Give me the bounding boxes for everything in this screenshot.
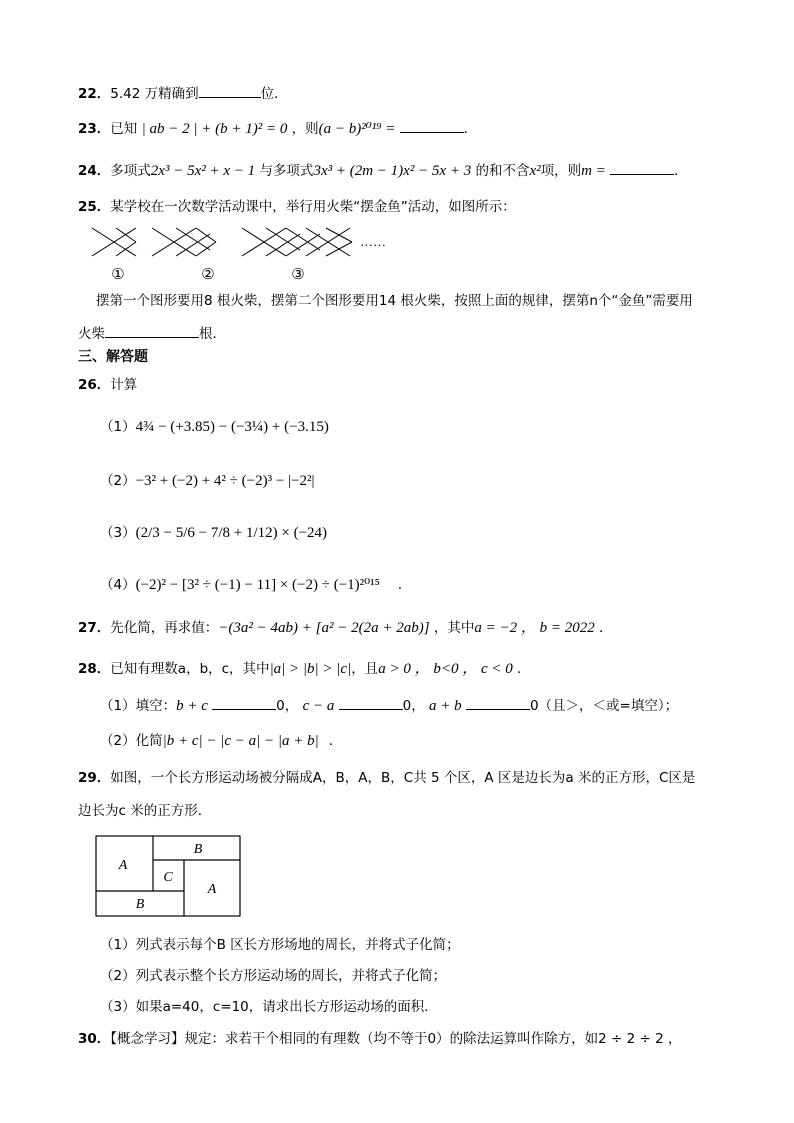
question-number: 26． (78, 377, 111, 393)
fish-2-icon (152, 228, 216, 256)
math-expression: b + c (176, 698, 208, 714)
math-expression: −3² + (−2) + 4² ÷ (−2)³ − |−2²| (135, 473, 315, 489)
question-text: ，则 (291, 121, 319, 137)
question-26-item-4 (100, 575, 411, 595)
item-label: （4） (100, 577, 136, 593)
math-expression: 2x³ − 5x² + x − 1 (150, 163, 256, 179)
math-expression: |a| > |b| > |c| (269, 661, 352, 677)
math-expression: 4¾ − (+3.85) − (−3¼) + (−3.15) (135, 419, 329, 435)
ellipsis: …… (360, 234, 386, 249)
question-23 (78, 118, 477, 139)
math-expression: a = −2 ， b = 2022 (474, 620, 595, 636)
question-22 (78, 83, 288, 104)
item-label: （3） (100, 525, 136, 541)
question-text: 与多项式 (259, 163, 314, 179)
question-text: 0， (402, 698, 425, 714)
question-text: 先化简，再求值： (110, 620, 219, 636)
question-text: 根． (199, 326, 226, 342)
question-25 (78, 197, 516, 217)
question-number: 22． (78, 86, 111, 102)
question-25-answer-line (78, 323, 226, 344)
answer-blank[interactable] (610, 160, 674, 175)
figure-label: ① (111, 267, 125, 283)
fish-figure (88, 222, 408, 286)
question-text: 项，则 (540, 163, 582, 179)
math-expression: | ab − 2 | + (b + 1)² = 0 (141, 121, 288, 137)
question-26-item-1 (100, 417, 329, 437)
period: ． (397, 577, 412, 593)
question-text: 计算 (110, 377, 138, 393)
question-26-item-2 (100, 471, 315, 491)
question-number: 30． (78, 1031, 111, 1047)
period: ． (463, 121, 478, 137)
math-expression: |b + c| − |c − a| − |a + b| (162, 733, 319, 749)
question-28-sub-2 (100, 731, 342, 751)
answer-blank[interactable] (105, 323, 199, 338)
question-text: ，其中 (433, 620, 475, 636)
math-expression: x² (529, 163, 541, 179)
sports-field-diagram (95, 835, 243, 919)
period: ． (328, 733, 343, 749)
question-number: 23． (78, 121, 111, 137)
item-label: （1）填空： (100, 698, 177, 714)
answer-blank[interactable] (199, 83, 261, 98)
figure-label: ② (201, 267, 215, 283)
question-29-item-2: （2）列式表示整个长方形运动场的周长，并将式子化简； (100, 968, 447, 984)
item-label: （2）化简 (100, 733, 163, 749)
item-label: （1） (100, 419, 136, 435)
region-label-b: B (193, 842, 203, 857)
question-text: 位． (260, 86, 288, 102)
math-expression: −(3a² − 4ab) + [a² − 2(2a + 2ab)] (218, 620, 430, 636)
question-25-text: 摆第一个图形要用8 根火柴，摆第二个图形要用14 根火柴，按照上面的规律，摆第n个“金鱼”需要用 (96, 293, 693, 309)
question-number: 28． (78, 661, 111, 677)
question-29-line-2: 边长为c 米的正方形． (78, 803, 212, 819)
math-expression: a + b (429, 698, 462, 714)
question-30 (78, 1029, 681, 1049)
question-text: 已知有理数a，b，c，其中 (110, 661, 270, 677)
question-29-item-3: （3）如果a=40，c=10，请求出长方形运动场的面积． (100, 999, 438, 1015)
period: ． (674, 163, 688, 179)
question-27 (78, 618, 613, 638)
question-text: 某学校在一次数学活动课中，举行用火柴“摆金鱼”活动，如图所示： (110, 199, 516, 215)
question-28-sub-1 (100, 695, 678, 716)
question-text: ，且 (351, 661, 379, 677)
question-text: 火柴 (78, 326, 105, 342)
figure-label: ③ (291, 267, 305, 283)
math-expression: m = (581, 163, 606, 179)
question-text: 0， (276, 698, 299, 714)
fish-1-icon (92, 228, 136, 256)
question-29 (78, 768, 695, 788)
question-number: 24． (78, 163, 111, 179)
math-expression: (a − b)²⁰¹⁹ = (318, 121, 396, 137)
question-text: 如图，一个长方形运动场被分隔成A，B，A，B，C共 5 个区，A 区是边长为a 米的正方形，C区是 (110, 770, 696, 786)
period: ． (599, 620, 613, 636)
question-26-item-3 (100, 523, 327, 543)
question-number: 25． (78, 199, 111, 215)
period: ． (517, 661, 531, 677)
section-title: 三、解答题 (78, 349, 148, 365)
question-text: 【概念学习】规定：求若干个相同的有理数（均不等于0）的除法运算叫作除方，如2 ÷ 2 ÷ 2 ， (110, 1031, 682, 1047)
answer-blank[interactable] (466, 695, 530, 710)
region-label-b: B (135, 897, 145, 912)
answer-blank[interactable] (212, 695, 276, 710)
question-26 (78, 375, 137, 395)
region-label-a: A (207, 882, 217, 897)
answer-blank[interactable] (339, 695, 403, 710)
fish-3-icon (242, 228, 352, 256)
region-label-c: C (163, 870, 173, 885)
math-expression: a > 0 ， b<0 ， c < 0 (378, 661, 513, 677)
region-label-a: A (118, 858, 128, 873)
math-expression: (−2)² − [3² ÷ (−1) − 11] × (−2) ÷ (−1)²⁰¹⁵ (135, 577, 380, 593)
math-expression: (2/3 − 5/6 − 7/8 + 1/12) × (−24) (135, 525, 328, 541)
question-28 (78, 659, 531, 679)
question-29-item-1: （1）列式表示每个B 区长方形场地的周长，并将式子化简； (100, 937, 460, 953)
question-text: 0（且＞，＜或=填空）； (529, 698, 679, 714)
question-24 (78, 160, 688, 181)
question-number: 27． (78, 620, 111, 636)
question-text: 已知 (110, 121, 138, 137)
item-label: （2） (100, 473, 136, 489)
question-text: 多项式 (110, 163, 151, 179)
question-text: 的和不含 (475, 163, 530, 179)
question-text: 5.42 万精确到 (110, 86, 199, 102)
question-number: 29． (78, 770, 111, 786)
answer-blank[interactable] (400, 118, 464, 133)
math-expression: c − a (302, 698, 335, 714)
math-expression: 3x³ + (2m − 1)x² − 5x + 3 (313, 163, 472, 179)
